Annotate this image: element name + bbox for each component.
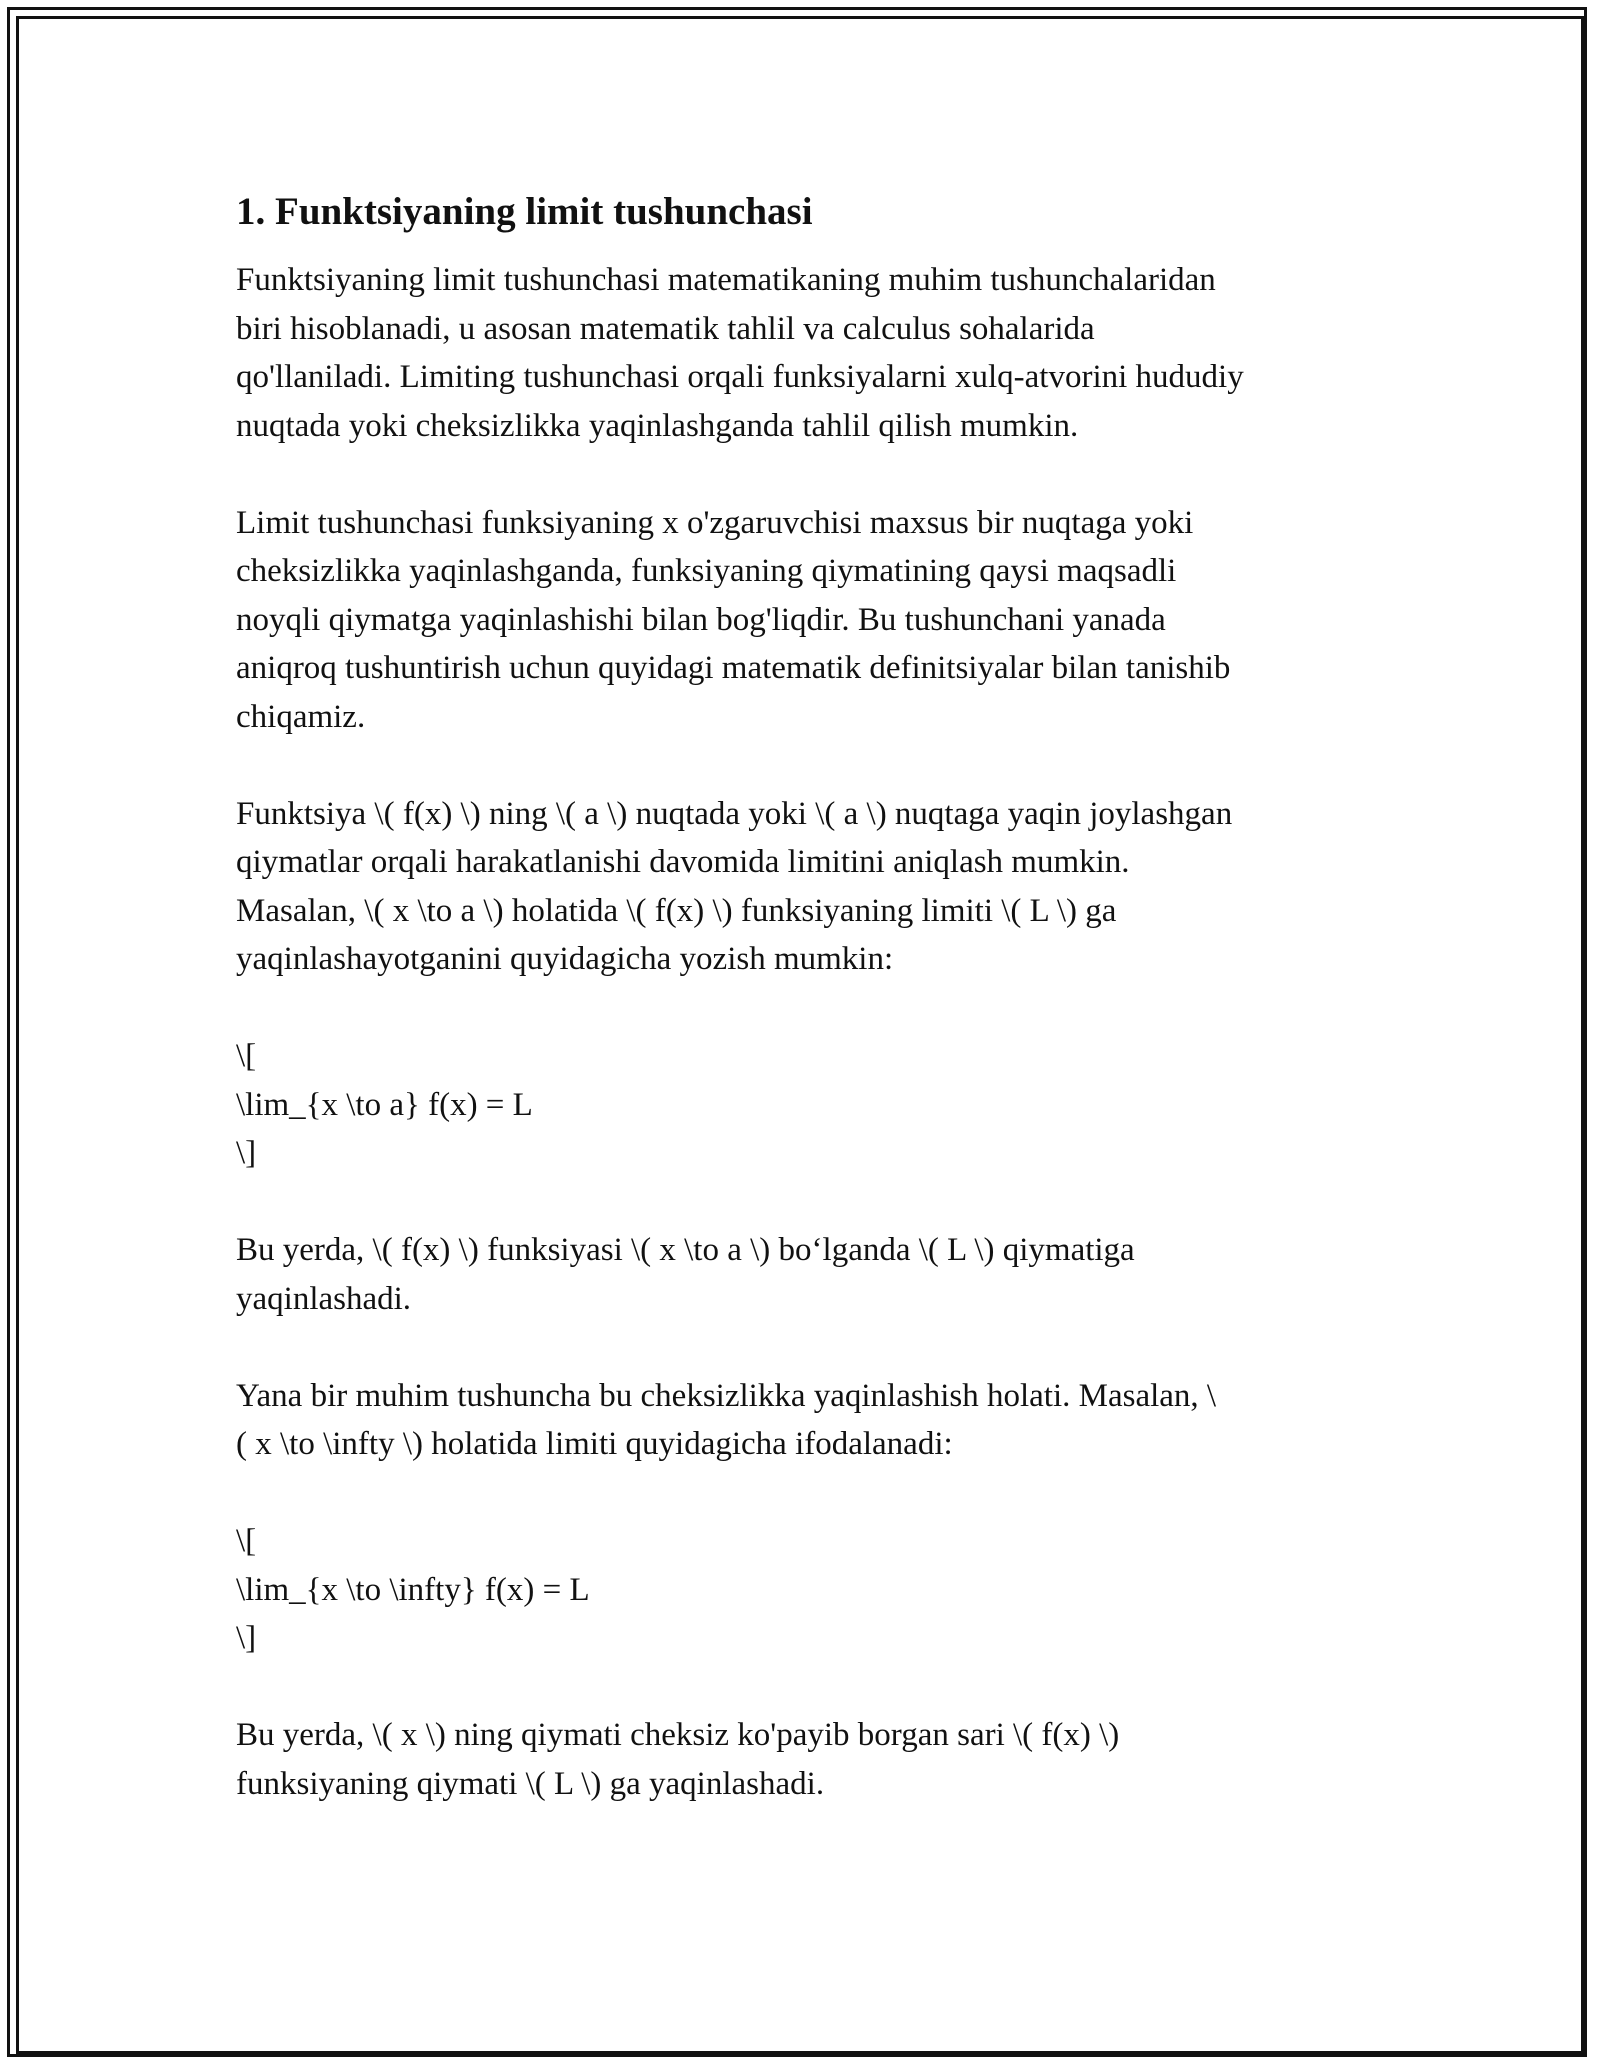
paragraph-gap	[236, 1323, 1366, 1372]
paragraph-explanation-a: Bu yerda, \( f(x) \) funksiyasi \( x \to a \) bo‘lganda \( L \) qiymatiga yaqinlashadi.	[236, 1232, 1135, 1317]
paragraph-limit-at-point: Funktsiya \( f(x) \) ning \( a \) nuqtada yoki \( a \) nuqtaga yaqin joylashgan qiymatlar orqali harakatlanishi davomida limitini aniqlash mumkin. Masalan, \( x \to a \) holatida \( f(x) \) funksiyaning limiti \( L \) ga yaqinlashayotganini quyidagicha yozish mumkin:	[236, 795, 1233, 977]
section-heading: 1. Funktsiyaning limit tushunchasi	[236, 190, 813, 233]
paragraph-gap	[236, 1178, 1366, 1227]
paragraph-gap	[236, 450, 1366, 499]
paragraph-gap	[236, 1469, 1366, 1518]
paragraph-limit-concept: Limit tushunchasi funksiyaning x o'zgaruvchisi maxsus bir nuqtaga yoki cheksizlikka yaqinlashganda, funksiyaning qiymatining qaysi maqsadli noyqli qiymatga yaqinlashishi bilan bog'liqdir. Bu tushunchani yanada aniqroq tushuntirish uchun quyidagi matematik definitsiyalar bilan tanishib chiqamiz.	[236, 504, 1231, 735]
paragraph-gap	[236, 741, 1366, 790]
paragraph-gap	[236, 984, 1366, 1033]
paragraph-intro: Funktsiyaning limit tushunchasi matematikaning muhim tushunchalaridan biri hisoblanadi, u asosan matematik tahlil va calculus sohalarida qo'llaniladi. Limiting tushunchasi orqali funksiyalarni xulq-atvorini hududiy nuqtada yoki cheksizlikka yaqinlashganda tahlil qilish mumkin.	[236, 262, 1244, 444]
paragraph-explanation-infinity: Bu yerda, \( x \) ning qiymati cheksiz ko'payib borgan sari \( f(x) \) funksiyaning qiymati \( L \) ga yaqinlashadi.	[236, 1717, 1120, 1802]
paragraph-gap	[236, 1663, 1366, 1712]
document-body	[236, 186, 1366, 1808]
formula-limit-at-infinity: \[ \lim_{x \to \infty} f(x) = L \]	[236, 1523, 590, 1656]
formula-limit-at-a: \[ \lim_{x \to a} f(x) = L \]	[236, 1038, 533, 1171]
paragraph-infinity: Yana bir muhim tushuncha bu cheksizlikka yaqinlashish holati. Masalan, \ ( x \to \infty \) holatida limiti quyidagicha ifodalanadi:	[236, 1377, 1217, 1462]
